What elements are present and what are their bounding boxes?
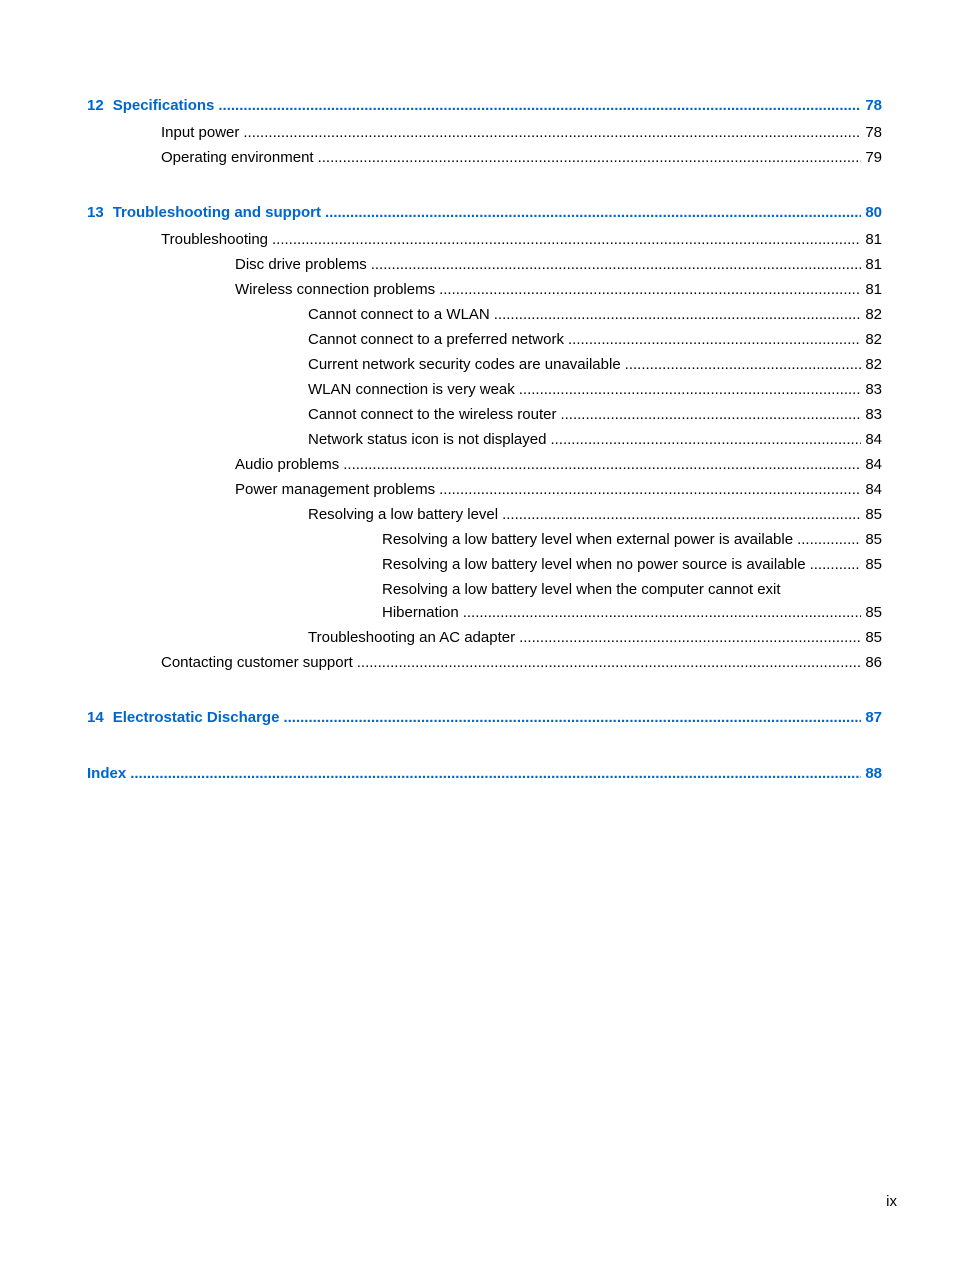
dot-leader [439,280,861,300]
toc-entry-troubleshooting-ac-adapter[interactable] [87,628,882,653]
chapter-number: 12 [87,97,104,114]
toc-entry-troubleshooting[interactable] [87,230,882,255]
entry-title: Resolving a low battery level [308,506,499,523]
dot-leader [797,530,861,550]
entry-title: Wireless connection problems [235,281,436,298]
entry-title: Audio problems [235,456,340,473]
entry-title: Troubleshooting an AC adapter [308,629,516,646]
page-number: 81 [865,256,882,273]
toc-entry-operating-environment[interactable] [87,148,882,173]
dot-leader [130,764,861,784]
dot-leader [243,123,861,143]
chapter-title: Electrostatic Discharge [112,709,280,726]
dot-leader [371,255,862,275]
entry-title-line-2-row [382,603,882,623]
entry-title: Disc drive problems [235,256,367,273]
page-number: 83 [865,381,882,398]
entry-title: Cannot connect to the wireless router [308,406,557,423]
dot-leader [502,505,861,525]
page-number: 83 [865,406,882,423]
entry-title: Power management problems [235,481,436,498]
dot-leader [625,355,862,375]
dot-leader [218,96,861,116]
dot-leader [272,230,861,250]
table-of-contents [87,96,882,791]
dot-leader [494,305,862,325]
page-number: 85 [865,556,882,573]
toc-entry-input-power[interactable] [87,123,882,148]
toc-entry-disc-drive-problems[interactable] [87,255,882,280]
entry-title: Current network security codes are unavailable [308,356,621,373]
dot-leader [318,148,862,168]
dot-leader [519,380,862,400]
page-number: 88 [865,765,882,782]
dot-leader [560,405,861,425]
chapter-title: Specifications [112,97,215,114]
toc-entry-low-battery-hibernation[interactable] [87,580,882,628]
page-number: 78 [865,97,882,114]
dot-leader [810,555,862,575]
toc-entry-security-codes-unavailable[interactable] [87,355,882,380]
page-number: 85 [865,629,882,646]
toc-entry-cannot-connect-preferred-network[interactable] [87,330,882,355]
entry-title: Operating environment [161,149,314,166]
entry-title: Resolving a low battery level when external power is available [382,531,794,548]
page-number: 86 [865,654,882,671]
toc-entry-low-battery-external-power[interactable] [87,530,882,555]
page-number: 82 [865,356,882,373]
toc-entry-low-battery-no-power-source[interactable] [87,555,882,580]
entry-title-line-1: Resolving a low battery level when the computer cannot exit [382,581,781,598]
page-number: 81 [865,281,882,298]
dot-leader [325,203,861,223]
index-title: Index [87,765,127,782]
entry-title: WLAN connection is very weak [308,381,515,398]
page-number: 85 [865,531,882,548]
page-number: 79 [865,149,882,166]
page-number: 84 [865,431,882,448]
dot-leader [568,330,861,350]
entry-title: Troubleshooting [161,231,269,248]
entry-title: Cannot connect to a preferred network [308,331,564,348]
entry-title: Network status icon is not displayed [308,431,547,448]
dot-leader [550,430,861,450]
toc-chapter-13-link[interactable] [87,203,882,230]
page-number: 78 [865,124,882,141]
toc-entry-contacting-customer-support[interactable] [87,653,882,678]
page-number: 85 [865,604,882,621]
dot-leader [283,708,861,728]
page-number: 84 [865,481,882,498]
toc-entry-wlan-very-weak[interactable] [87,380,882,405]
page-number: 84 [865,456,882,473]
dot-leader [463,603,862,623]
page-number: 81 [865,231,882,248]
toc-entry-cannot-connect-wlan[interactable] [87,305,882,330]
page-number: 87 [865,709,882,726]
chapter-title: Troubleshooting and support [112,204,322,221]
entry-title: Input power [161,124,240,141]
entry-title: Resolving a low battery level when no power source is available [382,556,806,573]
entry-title: Contacting customer support [161,654,353,671]
toc-entry-resolving-low-battery[interactable] [87,505,882,530]
toc-chapter-12-link[interactable] [87,96,882,123]
toc-index-link[interactable] [87,764,882,791]
page-folio: ix [886,1193,897,1210]
toc-entry-audio-problems[interactable] [87,455,882,480]
toc-chapter-14-link[interactable] [87,708,882,735]
chapter-number: 14 [87,709,104,726]
toc-entry-wireless-connection-problems[interactable] [87,280,882,305]
toc-entry-network-status-icon[interactable] [87,430,882,455]
entry-title: Cannot connect to a WLAN [308,306,490,323]
dot-leader [519,628,861,648]
page-number: 82 [865,306,882,323]
toc-entry-power-management-problems[interactable] [87,480,882,505]
toc-entry-cannot-connect-router[interactable] [87,405,882,430]
dot-leader [357,653,862,673]
chapter-number: 13 [87,204,104,221]
page-number: 82 [865,331,882,348]
dot-leader [343,455,861,475]
page-number: 85 [865,506,882,523]
entry-title-line-2: Hibernation [382,604,459,621]
page-number: 80 [865,204,882,221]
dot-leader [439,480,861,500]
